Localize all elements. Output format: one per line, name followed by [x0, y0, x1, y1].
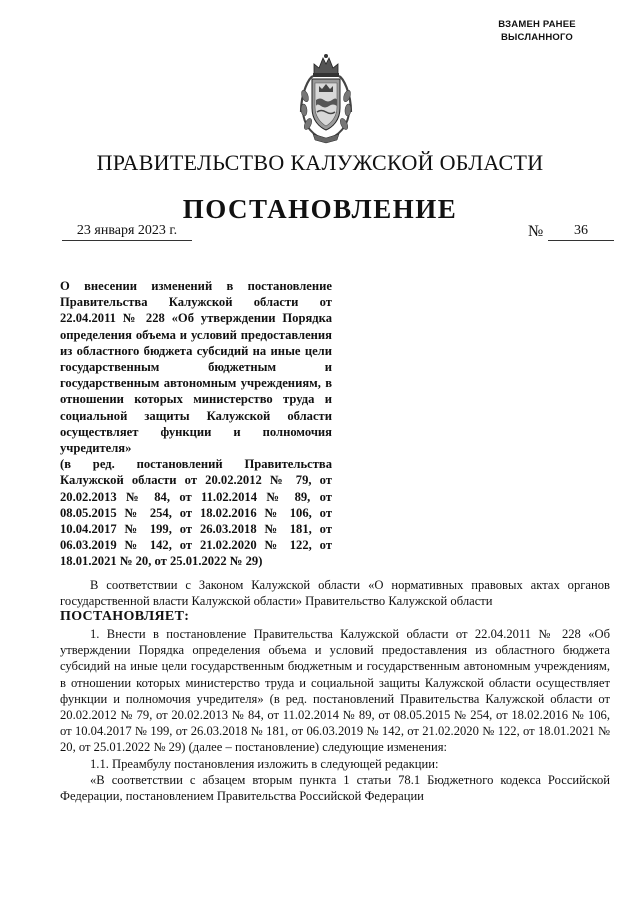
- document-number: 36: [548, 222, 614, 241]
- document-type-title: ПОСТАНОВЛЕНИЕ: [182, 194, 458, 224]
- document-body: [60, 577, 610, 804]
- body-intro: В соответствии с Законом Калужской области «О нормативных правовых актах органов государственной власти Калужской области» Правительство Калужской области: [60, 578, 610, 609]
- government-title: ПРАВИТЕЛЬСТВО КАЛУЖСКОЙ ОБЛАСТИ: [96, 150, 544, 175]
- subject-title: О внесении изменений в постановление Правительства Калужской области от 22.04.2011 № 228 «Об утверждении Порядка определения объема и условий предоставления из областного бюджета субсидий на иные цели государственным бюджетным и государственным автономным учреждениям, в отношении которых министерство труда и социальной защиты Калужской области осуществляет функции и полномочия учредителя»: [60, 279, 332, 456]
- stamp-line-1: ВЗАМЕН РАНЕЕ: [498, 19, 576, 30]
- body-item-1: 1. Внести в постановление Правительства Калужской области от 22.04.2011 № 228 «Об утверждении Порядка определения объема и условий предоставления из областного бюджета субсидий на иные цели государственным бюджетным и государственным автономным учреждениям, в отношении которых министерство труда и социальной защиты Калужской области осуществляет функции и полномочия учредителя» (в ред. постановлений Правительства Калужской области от 20.02.2012 № 79, от 20.02.2013 № 84, от 11.02.2014 № 89, от 08.05.2015 № 254, от 18.02.2016 № 106, от 10.04.2017 № 199, от 26.03.2018 № 181, от 06.03.2019 № 142, от 21.02.2020 № 122, от 18.01.2021 № 20, от 25.01.2022 № 29) (далее – постановление) следующие изменения:: [60, 627, 610, 755]
- stamp-line-2: ВЫСЛАННОГО: [500, 32, 574, 43]
- number-sign: №: [528, 223, 544, 240]
- document-subject: [60, 278, 332, 570]
- subject-amendments: (в ред. постановлений Правительства Калужской области от 20.02.2012 № 79, от 20.02.2013 № 84, от 11.02.2014 № 89, от 08.05.2015 № 254, от 18.02.2016 № 106, от 10.04.2017 № 199, от 26.03.2018 № 181, от 06.03.2019 № 142, от 21.02.2020 № 122, от 18.01.2021 № 20, от 25.01.2022 № 29): [60, 457, 332, 569]
- body-quote: «В соответствии с абзацем вторым пункта 1 статьи 78.1 Бюджетного кодекса Российской Федерации, постановлением Правительства Российской Федерации: [60, 772, 610, 804]
- body-item-1-1: 1.1. Преамбулу постановления изложить в следующей редакции:: [90, 756, 439, 771]
- decree-heading: ПОСТАНОВЛЯЕТ:: [60, 609, 190, 625]
- document-date: 23 января 2023 г.: [62, 222, 192, 241]
- document-number-field: [528, 222, 614, 241]
- coat-of-arms-icon: [299, 52, 353, 144]
- replacement-stamp: [482, 18, 592, 44]
